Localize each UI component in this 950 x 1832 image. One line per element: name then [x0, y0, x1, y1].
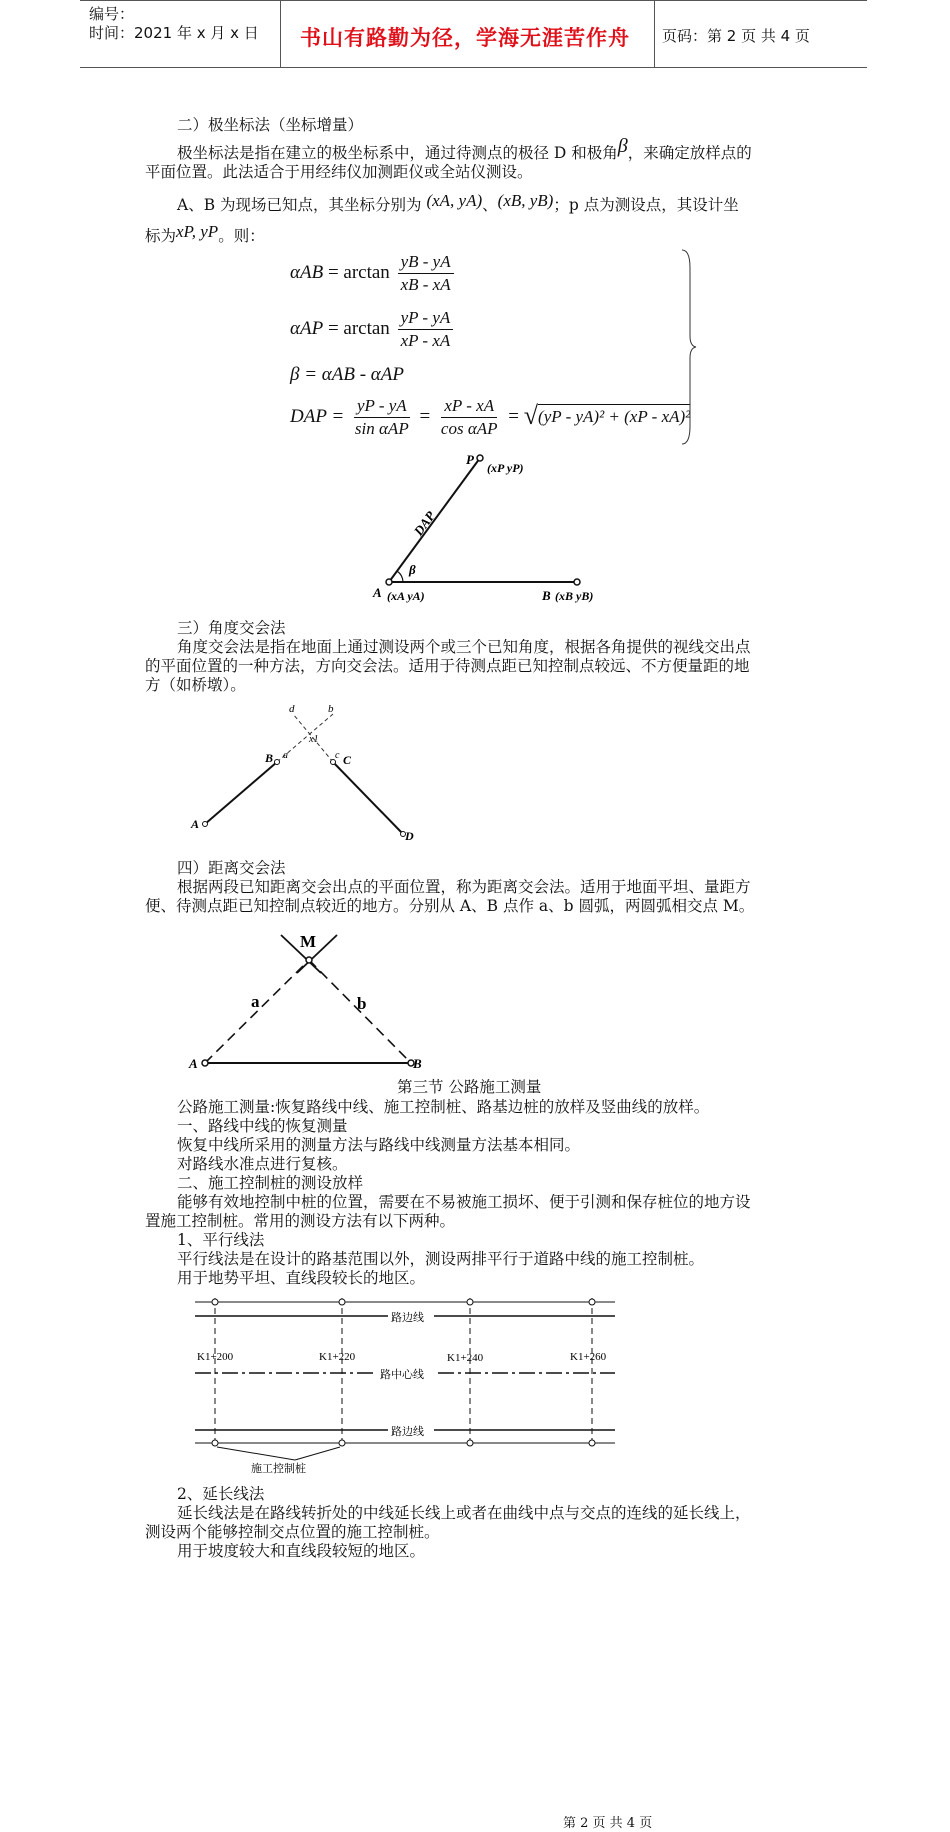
section3-text-7: 用于坡度较大和直线段较短的地区。 [177, 1542, 426, 1560]
station-k1-260: K1+260 [570, 1351, 607, 1363]
section3-text-3a: 能够有效地控制中桩的位置，需要在不易被施工损坏、便于引测和保存桩位的地方设 [177, 1193, 751, 1211]
header-time-label: 时间：2021 年 x 月 x 日 [89, 24, 259, 42]
polar-label-a: A [373, 585, 382, 600]
f2-mid: = arctan [327, 317, 390, 339]
angle-label-b-small: b [328, 703, 334, 715]
angle-label-c: C [343, 753, 352, 767]
station-k1-220: K1+220 [319, 1351, 356, 1363]
f1-mid: = arctan [327, 261, 390, 283]
polar-label-beta: β [409, 562, 416, 577]
f1-lhs: αAB [290, 261, 324, 283]
polar-label-d: DAP [410, 508, 439, 539]
section3-intro: 公路施工测量:恢复路线中线、施工控制桩、路基边桩的放样及竖曲线的放样。 [177, 1098, 710, 1116]
section3-title: 第三节 公路施工测量 [397, 1078, 542, 1096]
header-top-rule [80, 0, 867, 1]
polar-paragraph-2-cont [145, 222, 265, 246]
section3-text-2: 对路线水准点进行复核。 [177, 1155, 348, 1173]
f2-denominator: xP - xA [400, 331, 451, 350]
angle-label-d-big: D [405, 829, 414, 843]
header-page-label: 页码：第 2 页 共 4 页 [662, 27, 810, 45]
f4-sqrt-body: (yP - yA)² + (xP - xA)² [538, 404, 690, 426]
polar-p1a: 极坐标法是指在建立的极坐标系中，通过待测点的极径 D 和极角 [177, 144, 618, 162]
formula-alpha-ab [290, 252, 457, 295]
distance-label-a: A [189, 1056, 198, 1070]
f4-den1: sin αAP [354, 419, 409, 438]
polar-p2c-pre: 标为 [145, 227, 177, 245]
distance-label-a-small: a [251, 992, 260, 1011]
polar-paragraph-1-cont: 平面位置。此法适合于用经纬仪加测距仪或全站仪测设。 [145, 163, 533, 181]
distance-label-b-small: b [357, 994, 367, 1013]
f2-numerator: yP - yA [398, 308, 454, 330]
polar-heading: 二）极坐标法（坐标增量） [177, 116, 364, 134]
distance-heading: 四）距离交会法 [177, 859, 286, 877]
coord-p: xP, yP [176, 222, 219, 241]
polar-p1b: ，来确定放样点的 [627, 144, 752, 162]
angle-paragraph-3: 方（如桥墩）。 [145, 676, 246, 694]
header-bottom-rule [80, 67, 867, 68]
distance-label-b: B [413, 1056, 422, 1070]
f4-num1: yP - yA [354, 396, 410, 418]
polar-p2c-post: 。则： [218, 227, 265, 245]
angle-label-b: B [265, 751, 274, 765]
coord-a: (xA, yA) [426, 191, 483, 210]
formula-brace [680, 248, 700, 446]
angle-heading: 三）角度交会法 [177, 619, 286, 637]
f4-den2: cos αAP [440, 419, 498, 438]
station-k1-200: K1+200 [197, 1351, 234, 1363]
beta-symbol: β [617, 135, 628, 157]
polar-diagram [365, 450, 600, 610]
formula-distance: DAP = $\frac{yP - yA}{\text{sin αAP}}$ = $\frac{xP - xA}{\text{cos αAP}}$ = √(yP - yA)² + (xP - xA)² [290, 396, 691, 438]
polar-p2b: ；p 点为测设点，其设计坐 [553, 196, 739, 214]
formula-alpha-ap [290, 308, 456, 351]
f2-lhs: αAP [290, 317, 324, 339]
formula-beta: β = αAB - αAP [290, 364, 404, 385]
angle-diagram [185, 700, 415, 845]
f1-numerator: yB - yA [398, 252, 454, 274]
sqrt-symbol: √ [523, 400, 539, 430]
section3-text-1: 恢复中线所采用的测量方法与路线中线测量方法基本相同。 [177, 1136, 581, 1154]
angle-label-a-small: a [283, 750, 288, 761]
parallel-mid-label: 路中心线 [380, 1369, 424, 1381]
section3-text-3b: 置施工控制桩。常用的测设方法有以下两种。 [145, 1212, 456, 1230]
polar-paragraph-2 [177, 191, 739, 215]
angle-paragraph-1: 角度交会法是指在地面上通过测设两个或三个已知角度，根据各角提供的视线交出点 [177, 638, 751, 656]
polar-label-p: P [466, 452, 474, 467]
section3-text-4: 平行线法是在设计的路基范围以外，测设两排平行于道路中线的施工控制桩。 [177, 1250, 705, 1268]
header-divider-left [280, 0, 281, 68]
f1-denominator: xB - xA [400, 275, 451, 294]
coord-sep: 、 [482, 196, 498, 214]
section3-heading-2: 二、施工控制桩的测设放样 [177, 1174, 364, 1192]
distance-label-m: M [300, 932, 317, 951]
angle-paragraph-2: 的平面位置的一种方法，方向交会法。适用于待测点距已知控制点较远、不方便量距的地 [145, 657, 750, 675]
polar-label-b: B [542, 588, 551, 603]
polar-label-a-coord: (xA yA) [387, 589, 425, 603]
section3-text-6a: 延长线法是在路线转折处的中线延长线上或者在曲线中点与交点的连线的延长线上， [177, 1504, 751, 1522]
header-number-label: 编号： [89, 5, 135, 23]
section3-heading-4: 2、延长线法 [177, 1485, 265, 1503]
f4-num2: xP - xA [441, 396, 497, 418]
polar-p2a: A、B 为现场已知点，其坐标分别为 [177, 196, 422, 214]
angle-label-c-small: c [335, 750, 340, 761]
parallel-diagram [185, 1290, 625, 1475]
section3-heading-3: 1、平行线法 [177, 1231, 265, 1249]
polar-label-p-coord: (xP yP) [487, 461, 524, 475]
polar-paragraph-1 [177, 135, 752, 163]
distance-paragraph-1: 根据两段已知距离交会出点的平面位置，称为距离交会法。适用于地面平坦、量距方 [177, 878, 751, 896]
section3-heading-1: 一、路线中线的恢复测量 [177, 1117, 348, 1135]
coord-b: (xB, yB) [497, 191, 554, 210]
station-k1-240: K1+240 [447, 1352, 484, 1364]
header-divider-right [654, 0, 655, 68]
distance-paragraph-2: 便、待测点距已知控制点较近的地方。分别从 A、B 点作 a、b 圆弧，两圆弧相交点 M。 [145, 897, 755, 915]
section3-text-5: 用于地势平坦、直线段较长的地区。 [177, 1269, 426, 1287]
parallel-stake-label: 施工控制桩 [251, 1463, 306, 1475]
parallel-top-label: 路边线 [391, 1312, 424, 1324]
header-motto: 书山有路勤为径，学海无涯苦作舟 [300, 26, 630, 50]
angle-label-a: A [191, 817, 200, 831]
parallel-bottom-label: 路边线 [391, 1426, 424, 1438]
distance-diagram [185, 925, 435, 1070]
page-footer: 第 2 页 共 4 页 [563, 1816, 653, 1831]
angle-label-d: d [289, 703, 295, 715]
angle-label-x: x1 [309, 734, 319, 745]
section3-text-6b: 测设两个能够控制交点位置的施工控制桩。 [145, 1523, 440, 1541]
f4-lhs: DAP = [290, 405, 345, 427]
polar-label-b-coord: (xB yB) [555, 589, 594, 603]
